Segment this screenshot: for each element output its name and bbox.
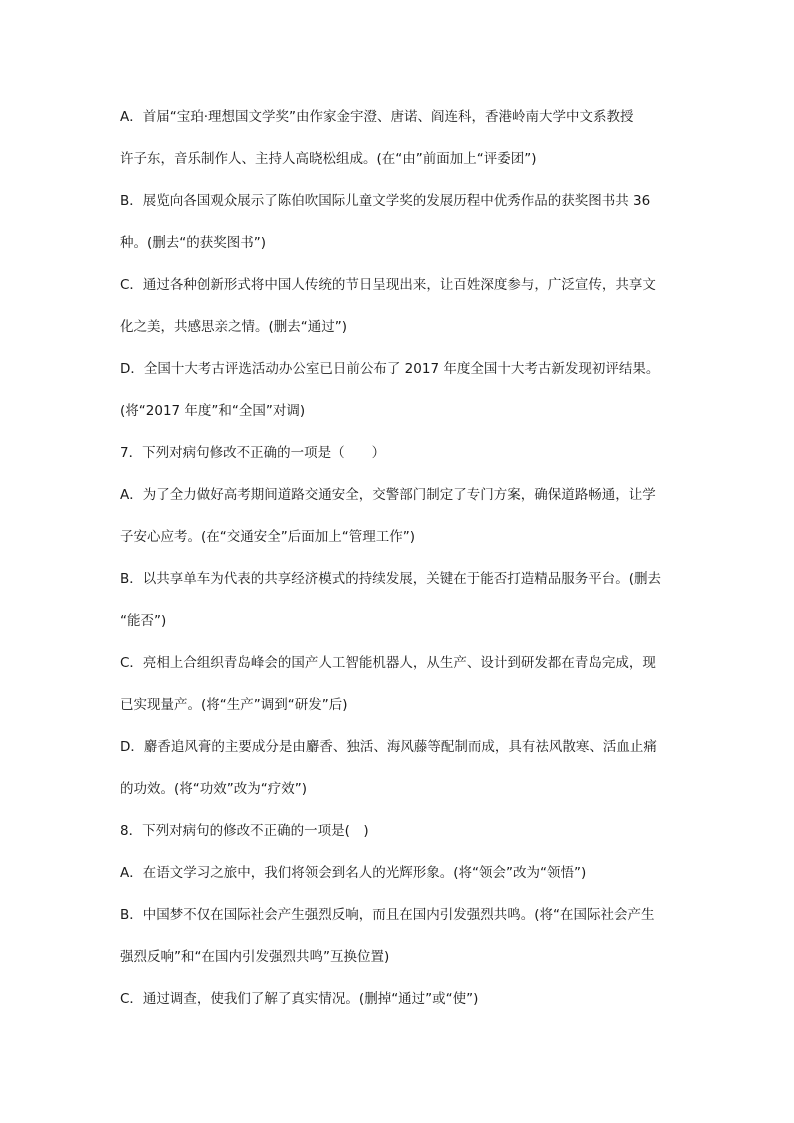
q7-option-c-line-2: 已实现量产。(将“生产”调到“研发”后) <box>120 697 348 713</box>
option-c-line-2: 化之美，共感思亲之情。(删去“通过”) <box>120 319 348 335</box>
option-a-line-2: 许子东，音乐制作人、主持人高晓松组成。(在“由”前面加上“评委团”) <box>120 151 537 167</box>
q7-option-b-line-1: B．以共享单车为代表的共享经济模式的持续发展，关键在于能否打造精品服务平台。(删去 <box>120 571 662 587</box>
q7-option-d-line-1: D．麝香追风膏的主要成分是由麝香、独活、海风藤等配制而成，具有祛风散寒、活血止痛 <box>120 739 657 755</box>
q7-option-b-line-2: “能否”) <box>120 613 167 629</box>
option-b-line-1: B．展览向各国观众展示了陈伯吹国际儿童文学奖的发展历程中优秀作品的获奖图书共 36 <box>120 193 651 209</box>
option-c-line-1: C．通过各种创新形式将中国人传统的节日呈现出来，让百姓深度参与，广泛宣传，共享文 <box>120 277 656 293</box>
question-7-stem: 7．下列对病句修改不正确的一项是（ ） <box>120 445 386 461</box>
option-d-line-1: D．全国十大考古评选活动办公室已日前公布了 2017 年度全国十大考古新发现初评结果。 <box>120 361 660 377</box>
option-d-line-2: (将“2017 年度”和“全国”对调) <box>120 403 306 419</box>
question-8-stem: 8．下列对病句的修改不正确的一项是( ) <box>120 823 369 839</box>
q8-option-a-line-1: A．在语文学习之旅中，我们将领会到名人的光辉形象。(将“领会”改为“领悟”) <box>120 865 587 881</box>
q8-option-b-line-2: 强烈反响”和“在国内引发强烈共鸣”互换位置) <box>120 949 390 965</box>
q7-option-d-line-2: 的功效。(将“功效”改为“疗效”) <box>120 781 308 797</box>
q8-option-c-line-1: C．通过调查，使我们了解了真实情况。(删掉“通过”或“使”) <box>120 991 479 1007</box>
q7-option-c-line-1: C．亮相上合组织青岛峰会的国产人工智能机器人，从生产、设计到研发都在青岛完成，现 <box>120 655 656 671</box>
option-a-line-1: A．首届“宝珀·理想国文学奖”由作家金宇澄、唐诺、阎连科，香港岭南大学中文系教授 <box>120 109 634 125</box>
q7-option-a-line-1: A．为了全力做好高考期间道路交通安全，交警部门制定了专门方案，确保道路畅通，让学 <box>120 487 656 503</box>
q7-option-a-line-2: 子安心应考。(在“交通安全”后面加上“管理工作”) <box>120 529 416 545</box>
option-b-line-2: 种。(删去“的获奖图书”) <box>120 235 267 251</box>
q8-option-b-line-1: B．中国梦不仅在国际社会产生强烈反响，而且在国内引发强烈共鸣。(将“在国际社会产生 <box>120 907 655 923</box>
